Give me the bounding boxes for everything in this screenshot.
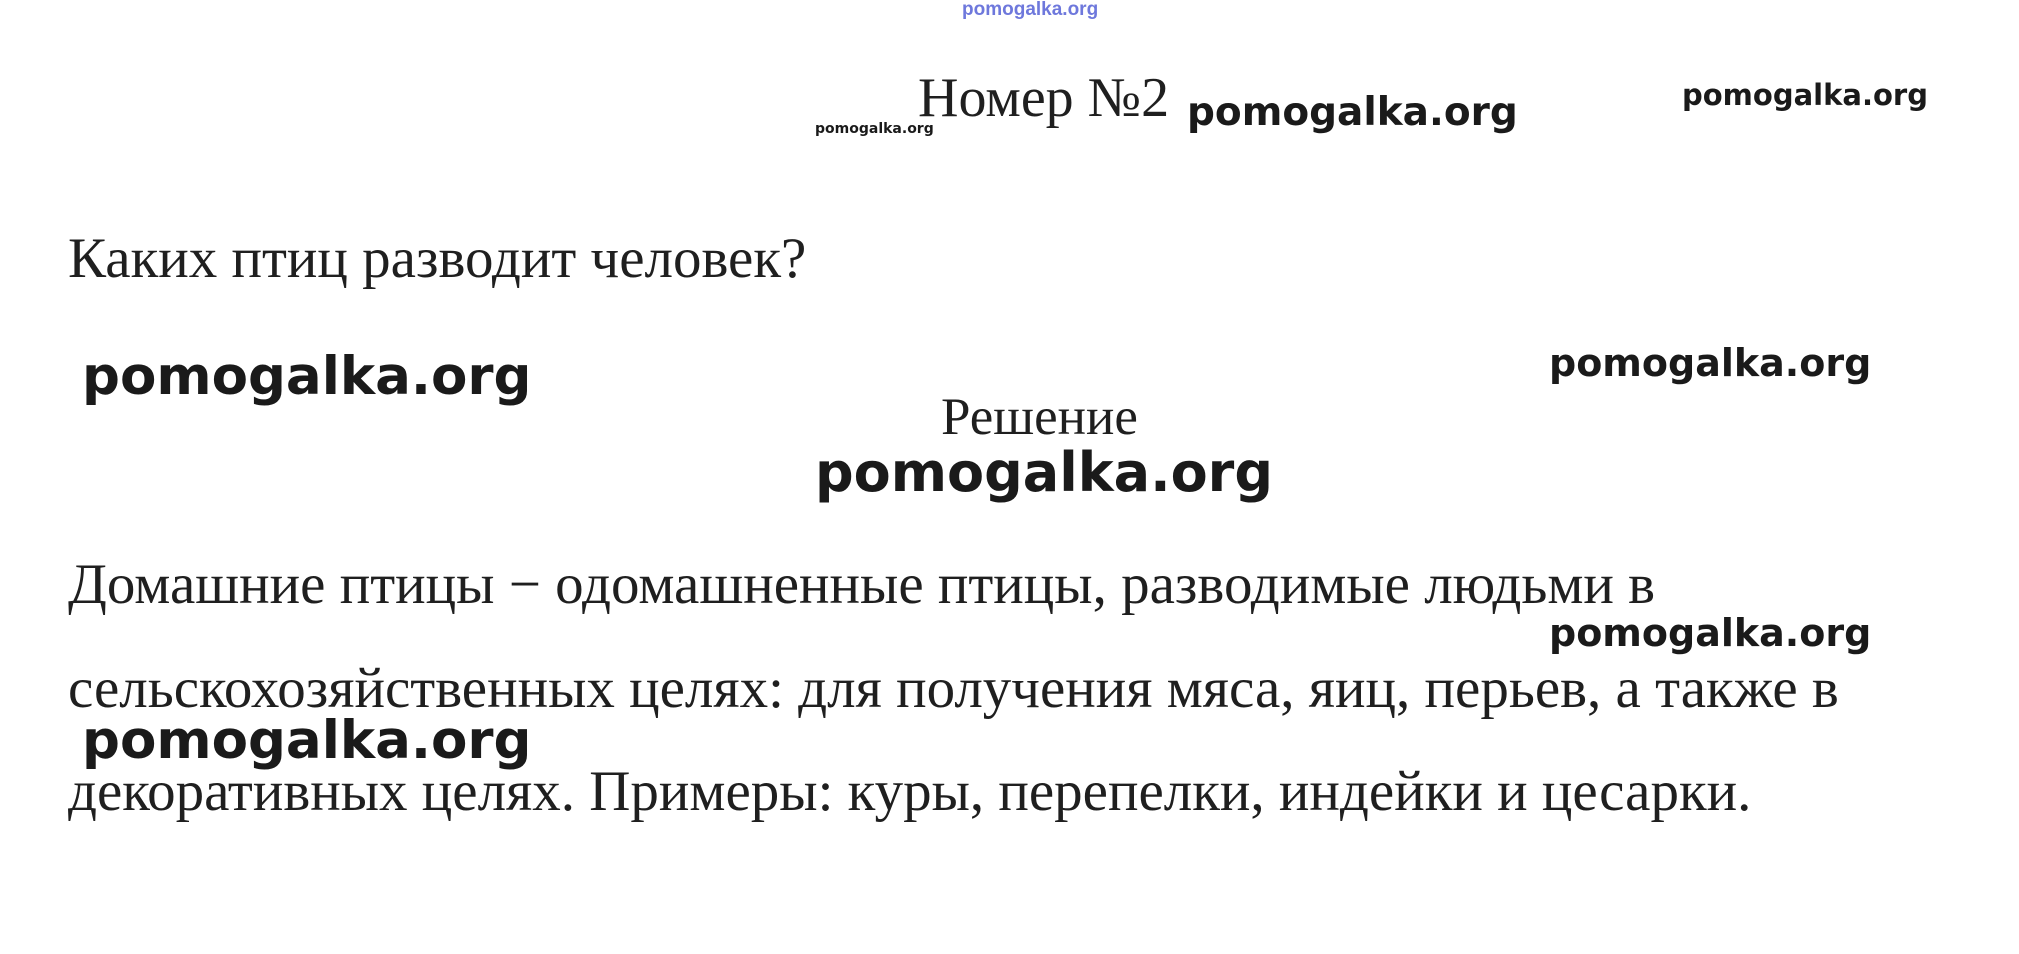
- question-text: Каких птиц разводит человек?: [68, 227, 807, 290]
- page-title: Номер №2: [918, 67, 1170, 129]
- watermark: pomogalka.org: [1682, 78, 1928, 112]
- watermark: pomogalka.org: [815, 121, 934, 137]
- answer-line: декоративных целях. Примеры: куры, перепелки, индейки и цесарки.: [68, 760, 1752, 823]
- watermark: pomogalka.org: [815, 441, 1273, 504]
- watermark: pomogalka.org: [1187, 90, 1518, 135]
- watermark: pomogalka.org: [1549, 611, 1872, 655]
- answer-line: сельскохозяйственных целях: для получения мяса, яиц, перьев, а также в: [68, 657, 1839, 720]
- watermark: pomogalka.org: [1549, 341, 1872, 385]
- watermark: pomogalka.org: [82, 346, 532, 407]
- solution-heading: Решение: [941, 388, 1138, 446]
- watermark: pomogalka.org: [82, 710, 532, 771]
- answer-line: Домашние птицы − одомашненные птицы, разводимые людьми в: [68, 553, 1656, 616]
- site-link[interactable]: pomogalka.org: [962, 0, 1099, 20]
